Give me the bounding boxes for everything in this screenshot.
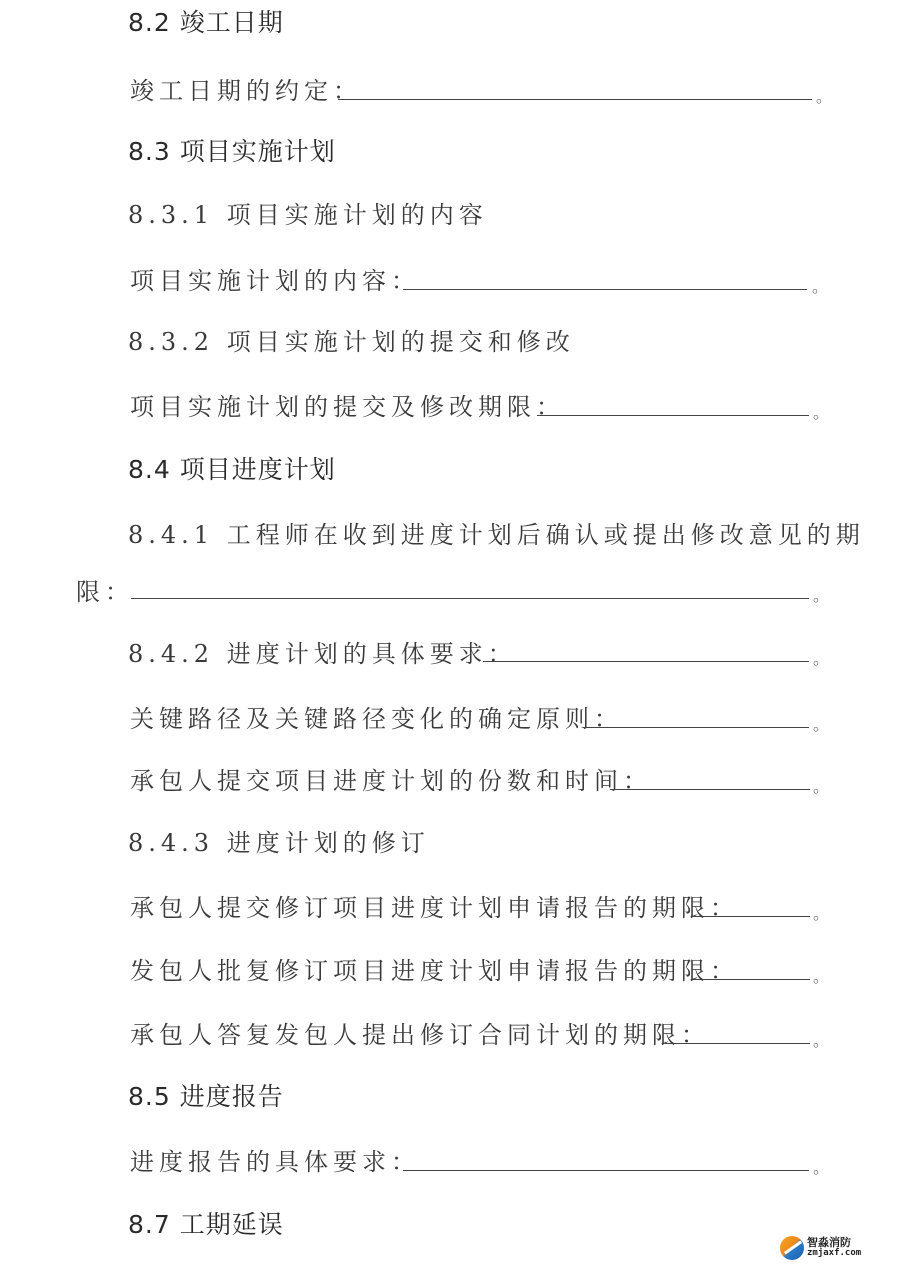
period: 。: [813, 777, 830, 796]
period: 。: [813, 904, 830, 923]
blank-progress-report-requirements[interactable]: [403, 1170, 809, 1171]
field-label-progress-report-requirements: 进度报告的具体要求：: [130, 1148, 420, 1176]
period: 。: [813, 586, 830, 605]
heading-8-3: 8.3 项目实施计划: [128, 137, 336, 166]
field-label-engineer-review-deadline: 限：: [76, 578, 134, 606]
heading-8-7: 8.7 工期延误: [128, 1210, 284, 1239]
heading-8-2: 8.2 竣工日期: [128, 8, 284, 37]
field-label-completion-date: 竣工日期的约定：: [130, 77, 362, 105]
field-label-employer-approval-deadline: 发包人批复修订项目进度计划申请报告的期限：: [130, 957, 739, 985]
subheading-8-3-2: 8.3.2 项目实施计划的提交和修改: [128, 328, 575, 356]
heading-8-5: 8.5 进度报告: [128, 1082, 284, 1111]
field-label-plan-content: 项目实施计划的内容：: [130, 267, 420, 295]
blank-employer-approval-deadline[interactable]: [693, 979, 810, 980]
subheading-8-4-3: 8.4.3 进度计划的修订: [128, 829, 430, 857]
period: 。: [816, 87, 833, 106]
period: 。: [813, 403, 830, 422]
period: 。: [813, 1158, 830, 1177]
field-label-schedule-requirements: 8.4.2 进度计划的具体要求：: [128, 640, 517, 668]
period: 。: [813, 967, 830, 986]
blank-engineer-review-deadline[interactable]: [131, 598, 809, 599]
period: 。: [813, 715, 830, 734]
field-label-contractor-reply-deadline: 承包人答复发包人提出修订合同计划的期限：: [130, 1021, 710, 1049]
blank-copies-and-time[interactable]: [610, 789, 810, 790]
watermark-site: zmjaxf.com: [807, 1248, 862, 1258]
paragraph-8-4-1: 8.4.1 工程师在收到进度计划后确认或提出修改意见的期: [128, 521, 865, 549]
period: 。: [813, 649, 830, 668]
blank-schedule-requirements[interactable]: [483, 661, 809, 662]
watermark-name: 智淼消防: [807, 1236, 851, 1249]
field-label-plan-submit-deadline: 项目实施计划的提交及修改期限：: [130, 393, 565, 421]
field-label-copies-and-time: 承包人提交项目进度计划的份数和时间：: [130, 767, 652, 795]
subheading-8-3-1: 8.3.1 项目实施计划的内容: [128, 201, 488, 229]
blank-plan-submit-deadline[interactable]: [537, 415, 809, 416]
blank-plan-content[interactable]: [403, 289, 807, 290]
blank-completion-date[interactable]: [338, 99, 812, 100]
blank-contractor-reply-deadline[interactable]: [665, 1043, 810, 1044]
field-label-contractor-revision-deadline: 承包人提交修订项目进度计划申请报告的期限：: [130, 894, 739, 922]
brand-logo-icon: [780, 1236, 804, 1260]
heading-8-4: 8.4 项目进度计划: [128, 455, 336, 484]
period: 。: [813, 1031, 830, 1050]
blank-critical-path[interactable]: [583, 727, 809, 728]
period: 。: [812, 277, 829, 296]
field-label-critical-path: 关键路径及关键路径变化的确定原则：: [130, 705, 623, 733]
watermark: [780, 1236, 861, 1260]
blank-contractor-revision-deadline[interactable]: [693, 916, 810, 917]
